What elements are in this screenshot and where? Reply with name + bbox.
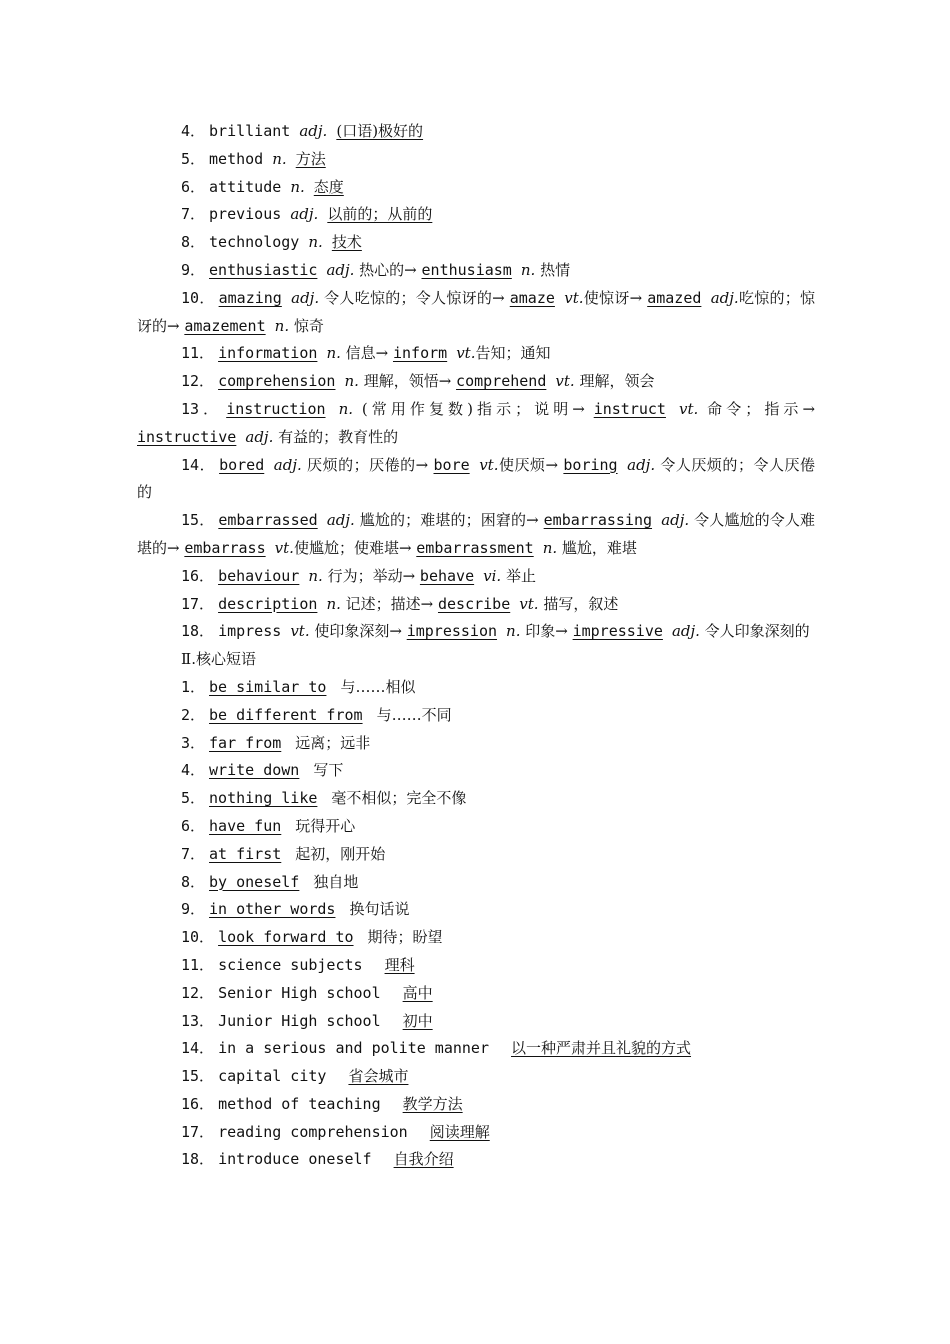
part-of-speech: n. <box>344 372 359 391</box>
keyword: 技术 <box>331 233 362 252</box>
definition-text <box>470 456 480 474</box>
phrase-item <box>137 757 815 785</box>
phrase-item <box>137 702 815 730</box>
definition-text <box>618 456 628 474</box>
part-of-speech: adj. <box>290 205 319 224</box>
definition-text <box>282 289 291 307</box>
item-number: 5． <box>181 149 206 168</box>
item-number: 7． <box>181 205 206 224</box>
part-of-speech: vt. <box>290 622 310 641</box>
item-number: 4． <box>181 122 206 140</box>
phrase-english: Junior High school <box>218 1011 381 1030</box>
phrase-chinese: 写下 <box>313 761 344 780</box>
item-number: 18． <box>181 622 215 641</box>
definition-text <box>666 400 679 418</box>
keyword: inform <box>392 344 448 363</box>
definition-text: 令人吃惊的；令人惊讶的→ <box>319 288 510 307</box>
definition-text <box>266 539 275 557</box>
definition-text: previous <box>209 205 291 224</box>
part-of-speech: n. <box>326 594 341 613</box>
keyword: amaze <box>509 288 555 307</box>
phrase-item <box>137 1035 815 1063</box>
item-number: 17． <box>181 594 215 613</box>
keyword: instruct <box>593 399 666 418</box>
definition-text <box>555 289 564 307</box>
vocab-item <box>137 563 815 591</box>
definition-text <box>534 539 543 557</box>
keyword: bore <box>433 455 470 474</box>
part-of-speech: n. <box>290 177 305 196</box>
phrase-english: method of teaching <box>218 1094 381 1113</box>
phrase-chinese: 初中 <box>402 1011 433 1030</box>
phrase-item <box>137 980 815 1008</box>
phrase-english: by oneself <box>209 872 300 891</box>
definition-text: 热情 <box>535 260 571 279</box>
phrase-english: far from <box>209 733 282 752</box>
keyword: comprehension <box>218 372 336 391</box>
part-of-speech: adj. <box>299 122 328 140</box>
phrase-chinese: 换句话说 <box>349 900 410 919</box>
part-of-speech: n. <box>520 260 536 279</box>
phrase-english: have fun <box>209 816 282 835</box>
keyword: bored <box>219 455 265 474</box>
part-of-speech: adj. <box>710 288 739 307</box>
phrase-english: reading comprehension <box>218 1122 408 1141</box>
keyword: enthusiastic <box>209 260 318 279</box>
definition-text: 命令；指示→ <box>698 399 815 418</box>
keyword: describe <box>437 594 511 613</box>
keyword: behave <box>419 566 475 585</box>
phrase-item <box>137 674 815 702</box>
vocab-item <box>137 285 815 341</box>
item-number: 11． <box>181 344 215 363</box>
phrase-chinese: 玩得开心 <box>295 816 356 835</box>
item-number: 1． <box>181 677 206 696</box>
definition-text <box>510 595 519 613</box>
definition-text <box>323 233 332 251</box>
item-number: 4． <box>181 761 206 780</box>
phrase-english: in other words <box>209 900 336 919</box>
vocab-item <box>137 146 815 174</box>
vocab-item <box>137 507 815 563</box>
vocab-list <box>137 118 815 646</box>
phrase-item <box>137 1008 815 1036</box>
definition-text: 举止 <box>501 566 536 585</box>
phrase-item <box>137 730 815 758</box>
item-number: 9． <box>181 900 206 919</box>
part-of-speech: adj. <box>273 455 302 474</box>
phrase-chinese: 与……相似 <box>340 677 416 696</box>
phrase-item <box>137 896 815 924</box>
keyword: embarrassing <box>543 511 653 530</box>
definition-text: 有益的；教育性的 <box>273 427 399 446</box>
definition-text <box>335 372 344 390</box>
part-of-speech: n. <box>542 538 558 557</box>
phrase-chinese: 教学方法 <box>402 1094 463 1113</box>
vocab-item <box>137 229 815 257</box>
phrase-english: look forward to <box>218 928 354 947</box>
item-number: 9． <box>181 260 206 279</box>
phrase-chinese: 理科 <box>384 955 415 974</box>
definition-text: 理解，领悟→ <box>358 372 457 391</box>
definition-text: attitude <box>209 177 291 196</box>
item-number: 5． <box>181 789 206 808</box>
phrase-chinese: 省会城市 <box>348 1067 409 1086</box>
vocab-item <box>137 396 815 452</box>
item-number: 16． <box>181 1094 215 1113</box>
part-of-speech: n. <box>338 399 354 418</box>
keyword: 方法 <box>295 149 326 168</box>
part-of-speech: adj. <box>627 455 656 474</box>
keyword: instructive <box>137 427 237 446</box>
phrase-english: introduce oneself <box>218 1150 372 1169</box>
definition-text: 行为；举动→ <box>322 566 420 585</box>
definition-text: technology <box>209 233 309 252</box>
phrase-chinese: 期待；盼望 <box>367 928 443 947</box>
part-of-speech: adj. <box>291 288 320 307</box>
keyword: impressive <box>572 622 663 641</box>
phrase-english: capital city <box>218 1067 327 1086</box>
definition-text <box>652 511 661 529</box>
part-of-speech: n. <box>308 566 323 585</box>
document-page <box>137 118 815 1174</box>
vocab-item <box>137 257 815 285</box>
definition-text <box>327 122 336 140</box>
definition-text: 吃惊的；惊讶的→ <box>137 288 815 335</box>
item-number: 10． <box>181 928 215 947</box>
part-of-speech: vi. <box>483 566 502 585</box>
phrase-english: science subjects <box>218 955 363 974</box>
item-number: 6． <box>181 177 206 196</box>
definition-text <box>266 317 275 335</box>
item-number: 7． <box>181 844 206 863</box>
definition-text: 使厌烦→ <box>498 455 564 474</box>
definition-text <box>326 400 339 418</box>
phrase-english: Senior High school <box>218 983 381 1002</box>
definition-text: 令人印象深刻的 <box>699 622 810 641</box>
vocab-item <box>137 340 815 368</box>
part-of-speech: vt. <box>679 399 699 418</box>
part-of-speech: vt. <box>519 594 539 613</box>
item-number: 12． <box>181 983 215 1002</box>
vocab-item <box>137 452 815 508</box>
definition-text: 信息→ <box>340 344 393 363</box>
part-of-speech: vt. <box>564 288 584 307</box>
keyword: amazing <box>218 288 282 307</box>
definition-text: 告知；通知 <box>475 344 551 363</box>
part-of-speech: vt. <box>274 538 294 557</box>
part-of-speech: n. <box>308 233 323 252</box>
keyword: behaviour <box>218 566 300 585</box>
item-number: 12． <box>181 372 215 391</box>
phrase-item <box>137 924 815 952</box>
definition-text: 使惊讶→ <box>583 288 648 307</box>
definition-text <box>305 178 314 196</box>
item-number: 15． <box>181 511 215 530</box>
part-of-speech: adj. <box>661 511 690 530</box>
phrase-english: in a serious and polite manner <box>218 1039 489 1058</box>
definition-text <box>663 622 672 640</box>
keyword: embarrassment <box>416 538 534 557</box>
vocab-item <box>137 618 815 646</box>
phrase-chinese: 毫不相似；完全不像 <box>331 789 467 808</box>
phrase-item <box>137 841 815 869</box>
definition-text: 令人厌烦的；令人厌倦的 <box>137 455 815 502</box>
phrase-english: write down <box>209 761 300 780</box>
item-number: 15． <box>181 1067 215 1086</box>
item-number: 6． <box>181 816 206 835</box>
definition-text: 使印象深刻→ <box>309 622 407 641</box>
keyword: (口语)极好的 <box>336 122 424 140</box>
definition-text: brilliant <box>209 122 300 140</box>
phrase-english: at first <box>209 844 282 863</box>
phrase-item <box>137 785 815 813</box>
vocab-item <box>137 368 815 396</box>
phrase-english: be similar to <box>209 677 327 696</box>
definition-text <box>287 150 296 168</box>
definition-text: 厌烦的；厌倦的→ <box>301 455 434 474</box>
section-title: Ⅱ.核心短语 <box>181 650 256 669</box>
phrase-list <box>137 674 815 1174</box>
keyword: information <box>218 344 318 363</box>
definition-text <box>447 344 456 362</box>
item-number: 11． <box>181 955 215 974</box>
definition-text: impress <box>218 622 291 641</box>
keyword: embarrassed <box>218 511 318 530</box>
definition-text: 理解，领会 <box>574 372 655 391</box>
keyword: 态度 <box>313 177 344 196</box>
item-number: 13． <box>181 399 223 418</box>
definition-text: 使尴尬；使难堪→ <box>293 538 417 557</box>
part-of-speech: vt. <box>456 344 476 363</box>
vocab-item <box>137 174 815 202</box>
vocab-item <box>137 201 815 229</box>
definition-text <box>701 289 710 307</box>
item-number: 18． <box>181 1150 215 1169</box>
phrase-chinese: 自我介绍 <box>393 1150 454 1169</box>
phrase-chinese: 与……不同 <box>376 705 452 724</box>
definition-text <box>264 456 274 474</box>
keyword: instruction <box>226 399 326 418</box>
definition-text <box>318 205 327 223</box>
part-of-speech: vt. <box>479 455 499 474</box>
keyword: impression <box>406 622 498 641</box>
definition-text: 描写，叙述 <box>538 594 619 613</box>
item-number: 13． <box>181 1011 215 1030</box>
definition-text <box>497 622 506 640</box>
definition-text: (常用作复数)指示；说明→ <box>353 399 594 418</box>
phrase-chinese: 远离；远非 <box>295 733 371 752</box>
keyword: amazed <box>647 288 702 307</box>
item-number: 3． <box>181 733 206 752</box>
keyword: comprehend <box>456 372 547 391</box>
phrase-english: nothing like <box>209 789 318 808</box>
part-of-speech: vt. <box>555 372 575 391</box>
definition-text <box>318 511 327 529</box>
vocab-item <box>137 118 815 146</box>
item-number: 16． <box>181 566 215 585</box>
part-of-speech: n. <box>506 622 521 641</box>
part-of-speech: n. <box>274 316 290 335</box>
definition-text <box>474 567 483 585</box>
definition-text <box>512 261 521 279</box>
definition-text: 尴尬的；难堪的；困窘的→ <box>354 511 544 530</box>
phrase-chinese: 独自地 <box>313 872 359 891</box>
definition-text: 记述；描述→ <box>340 594 438 613</box>
phrase-chinese: 高中 <box>402 983 433 1002</box>
phrase-chinese: 阅读理解 <box>429 1122 490 1141</box>
vocab-item <box>137 591 815 619</box>
keyword: enthusiasm <box>421 260 512 279</box>
phrase-chinese: 起初，刚开始 <box>295 844 386 863</box>
phrase-item <box>137 1091 815 1119</box>
definition-text: 热心的→ <box>354 260 422 279</box>
keyword: description <box>218 594 318 613</box>
keyword: 以前的；从前的 <box>327 205 433 224</box>
definition-text: 令人尴尬的令人难堪的→ <box>137 511 815 557</box>
keyword: embarrass <box>184 538 266 557</box>
keyword: amazement <box>184 316 266 335</box>
phrase-item <box>137 869 815 897</box>
definition-text: 尴尬，难堪 <box>557 538 637 557</box>
item-number: 17． <box>181 1122 215 1141</box>
phrase-item <box>137 1119 815 1147</box>
phrase-item <box>137 813 815 841</box>
item-number: 14． <box>181 1039 215 1058</box>
item-number: 10． <box>181 288 215 307</box>
part-of-speech: adj. <box>245 427 274 446</box>
phrase-item <box>137 1146 815 1174</box>
definition-text: 惊奇 <box>289 316 324 335</box>
part-of-speech: adj. <box>326 260 355 279</box>
part-of-speech: n. <box>326 344 341 363</box>
phrase-chinese: 以一种严肃并且礼貌的方式 <box>511 1039 692 1058</box>
definition-text: method <box>209 149 273 168</box>
phrase-item <box>137 1063 815 1091</box>
part-of-speech: adj. <box>326 511 355 530</box>
part-of-speech: n. <box>272 149 287 168</box>
item-number: 8． <box>181 872 206 891</box>
item-number: 2． <box>181 705 206 724</box>
phrase-english: be different from <box>209 705 363 724</box>
item-number: 8． <box>181 233 206 252</box>
keyword: boring <box>563 455 618 474</box>
definition-text: 印象→ <box>520 622 573 641</box>
phrase-item <box>137 952 815 980</box>
item-number: 14． <box>181 455 216 474</box>
part-of-speech: adj. <box>671 622 700 641</box>
